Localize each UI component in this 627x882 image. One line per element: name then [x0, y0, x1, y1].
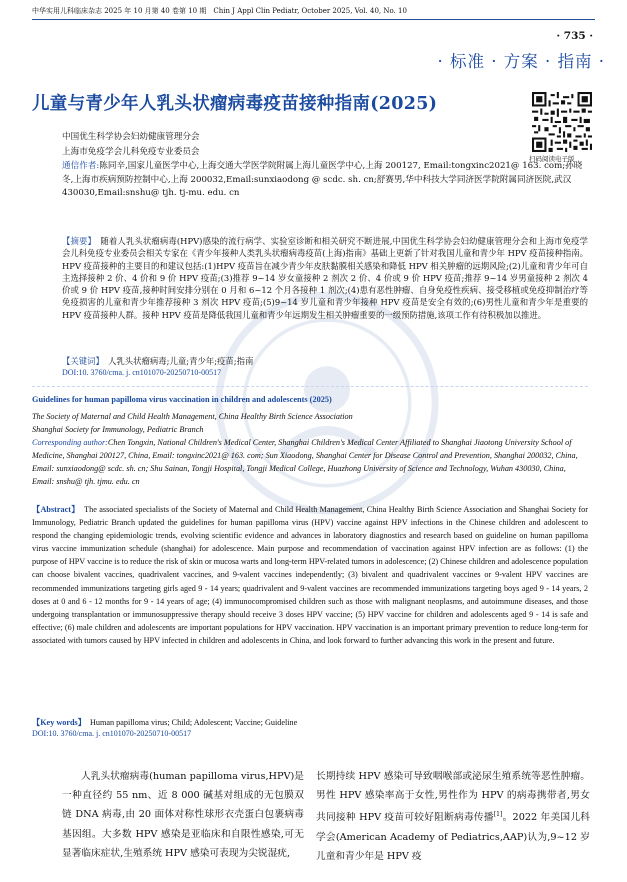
page-number: · 735 · — [556, 30, 593, 42]
reference-mark[interactable]: [1] — [493, 811, 503, 819]
keywords-cn-text: 人乳头状瘤病毒;儿童;青少年;疫苗;指南 — [108, 356, 254, 366]
doi-cn-link[interactable]: DOI:10. 3760/cma. j. cn101070-20250710-00517 — [62, 368, 222, 377]
abstract-en-label: 【Abstract】 — [32, 505, 76, 514]
doi-en-link[interactable]: DOI:10. 3760/cma. j. cn101070-20250710-00517 — [32, 729, 192, 738]
body-text: 。2022 年美国儿科学会(American Academy of Pediatrics,AAP)认为,9~12 岁儿童和青少年是 HPV 疫 — [316, 812, 590, 863]
body-text-right — [316, 767, 590, 866]
abstract-cn-label: 【摘要】 — [62, 236, 92, 246]
corresponding-en-label: Corresponding author: — [32, 438, 108, 447]
qr-code-icon — [532, 92, 592, 152]
abstract-en — [32, 503, 588, 647]
article-title-en: Guidelines for human papilloma virus vaccination in children and adolescents (2025) — [32, 395, 332, 404]
keywords-cn-label: 【关键词】 — [62, 356, 100, 366]
authors-en — [32, 410, 588, 488]
corresponding-author — [62, 160, 584, 201]
section-divider — [32, 386, 588, 387]
author-group-en: The Society of Maternal and Child Health Management, China Healthy Birth Science Association — [32, 412, 353, 421]
keywords-cn — [62, 355, 253, 367]
abstract-cn — [62, 235, 588, 321]
article-title-cn: 儿童与青少年人乳头状瘤病毒疫苗接种指南(2025) — [32, 94, 438, 114]
organization-line: 上海市免疫学会儿科免疫专业委员会 — [62, 147, 200, 157]
header-rule — [32, 19, 595, 20]
keywords-en-label: 【Key words】 — [32, 718, 82, 727]
abstract-en-text: The associated specialists of the Society of Maternal and Child Health Management, China Healthy Birth Science Association and Shanghai Society for Immunology, Pediatric Branch updated the guidelines for human papilloma virus (HPV) vaccine against HPV infections in the Chinese children and adolescent to respond the changing epidemiologic trends, evolving scientific evidence and advances in laboratory diagnostics and research based on guideline on human papilloma virus vaccine immunization schedule (shanghai) for adolescence. Main purpose and recommendation of vaccination against HPV infection are as follows: (1) the purpose of HPV vaccine is to reduce the risk of skin or mucosa warts and long-term HPV-related tumors in adolescence; (2) Chinese children and adolescence population can choose bivalent vaccines, quadrivalent vaccines, and 9-valent vaccines independently; (3) bivalent and quadrivalent vaccines or 9-valent HPV vaccines are recommended immunizations targeting girls aged 9 - 14 years; quadrivalent and 9-valent vaccines are recommended immunizations targeting boys aged 9 - 14 years, 2 doses at 0 and 6 - 12 months for 9 - 14 years of age; (4) immunocompromised children such as those with malignant neoplasms, and autoimmune diseases, and those undergoing transplantation or immunosuppressive therapy should receive 3 doses HPV vaccine; (5) HPV vaccine for children and adolescents aged 9 - 14 is safe and effective; (6) male children and adolescents are important populations for HPV vaccination. HPV vaccination is an important primary prevention to reduce long-term for associated with tumors caused by HPV infected in children and adolescents in China, and look forward to further advancing this work in the present and future. — [32, 505, 588, 645]
keywords-en — [32, 717, 297, 728]
body-text: 长期持续 HPV 感染可导致咽喉部或泌尿生殖系统等恶性肿瘤。男性 HPV 感染率高于女性,男性作为 HPV 的病毒携带者,男女共同接种 HPV 疫苗可较好阻断病毒传播 — [316, 771, 590, 824]
organization-line: 中国优生科学协会妇幼健康管理分会 — [62, 132, 200, 142]
abstract-cn-text: 随着人乳头状瘤病毒(HPV)感染的流行病学、实验室诊断和相关研究不断进展,中国优生科学协会妇幼健康管理分会和上海市免疫学会儿科免疫专业委员会相关专家在《青少年接种人类乳头状瘤病毒疫苗(上海)指南》基础上更新了针对我国儿童和青少年 HPV 疫苗接种指南。HPV 疫苗接种的主要目的和建议包括:(1)HPV 疫苗旨在减少青少年皮肤黏膜相关感染和降低 HPV 相关肿瘤的远期风险;(2)儿童和青少年可自主选择接种 2 价、4 价和 9 价 HPV 疫苗;(3)推荐 9~14 岁女童接种 2 剂次 2 价、4 价或 9 价 HPV 疫苗;推荐 9~14 岁男童接种 2 剂次 4 价或 9 价 HPV 疫苗,接种时间安排分别在 0 月和 6~12 个月各接种 1 剂次;(4)患有恶性肿瘤、自身免疫性疾病、接受移植或免疫抑制治疗等免疫损害的儿童和青少年推荐接种 3 剂次 HPV 疫苗;(5)9~14 岁儿童和青少年接种 HPV 疫苗是安全有效的;(6)男性儿童和青少年是重要的 HPV 疫苗接种人群。接种 HPV 疫苗是降低我国儿童和青少年远期发生相关肿瘤重要的一级预防措施,该项工作有待积极加以推进。 — [62, 236, 589, 320]
corresponding-label: 通信作者: — [62, 161, 100, 171]
author-group-en: Shanghai Society for Immunology, Pediatric Branch — [32, 425, 204, 434]
corresponding-en — [32, 436, 588, 488]
qr-caption: 扫码阅读电子版 — [529, 155, 575, 163]
section-label: · 标准 · 方案 · 指南 · — [437, 52, 605, 71]
running-head: 中华实用儿科临床杂志 2025 年 10 月第 40 卷第 10 期 Chin J Appl Clin Pediatr, October 2025, Vol. 40, No. 10 — [32, 7, 407, 15]
keywords-en-text: Human papilloma virus; Child; Adolescent; Vaccine; Guideline — [90, 718, 298, 727]
corresponding-text: 陈同辛,国家儿童医学中心,上海交通大学医学院附属上海儿童医学中心,上海 200127, Email:tongxinc2021@ 163. com;孙晓冬,上海市疾病预防控制中心,上海 200032,Email:sunxiaodong @ scdc. sh. cn;舒赛男,华中科技大学同济医学院附属同济医院,武汉 430030,Email:snshu@ tjh. tj-mu. edu. cn — [62, 161, 583, 199]
body-text-left: 人乳头状瘤病毒(human papilloma virus,HPV)是一种直径约 55 nm、近 8 000 碱基对组成的无包膜双链 DNA 病毒,由 20 面体对称性球形衣壳蛋白包裹病毒基因组。大多数 HPV 感染是亚临床和自限性感染,可无显著临床症状,生殖系统 HPV 感染可表现为尖锐湿疣, — [62, 771, 304, 859]
corresponding-en-text: Chen Tongxin, National Children's Medical Center, Shanghai Children's Medical Center Affiliated to Shanghai Jiaotong University School of Medicine, Shanghai 200127, China, Email: tongxinc2021@ 163. com; Sun Xiaodong, Shanghai Center for Disease Control and Prevention, Shanghai 200032, China, Email: sunxiaodong@ scdc. sh. cn; Shu Sainan, Tongji Hospital, Tongji Medical College, Huazhong University of Science and Technology, Wuhan 430030, China, Email: snshu@ tjh. tjmu. edu. cn — [32, 438, 578, 486]
